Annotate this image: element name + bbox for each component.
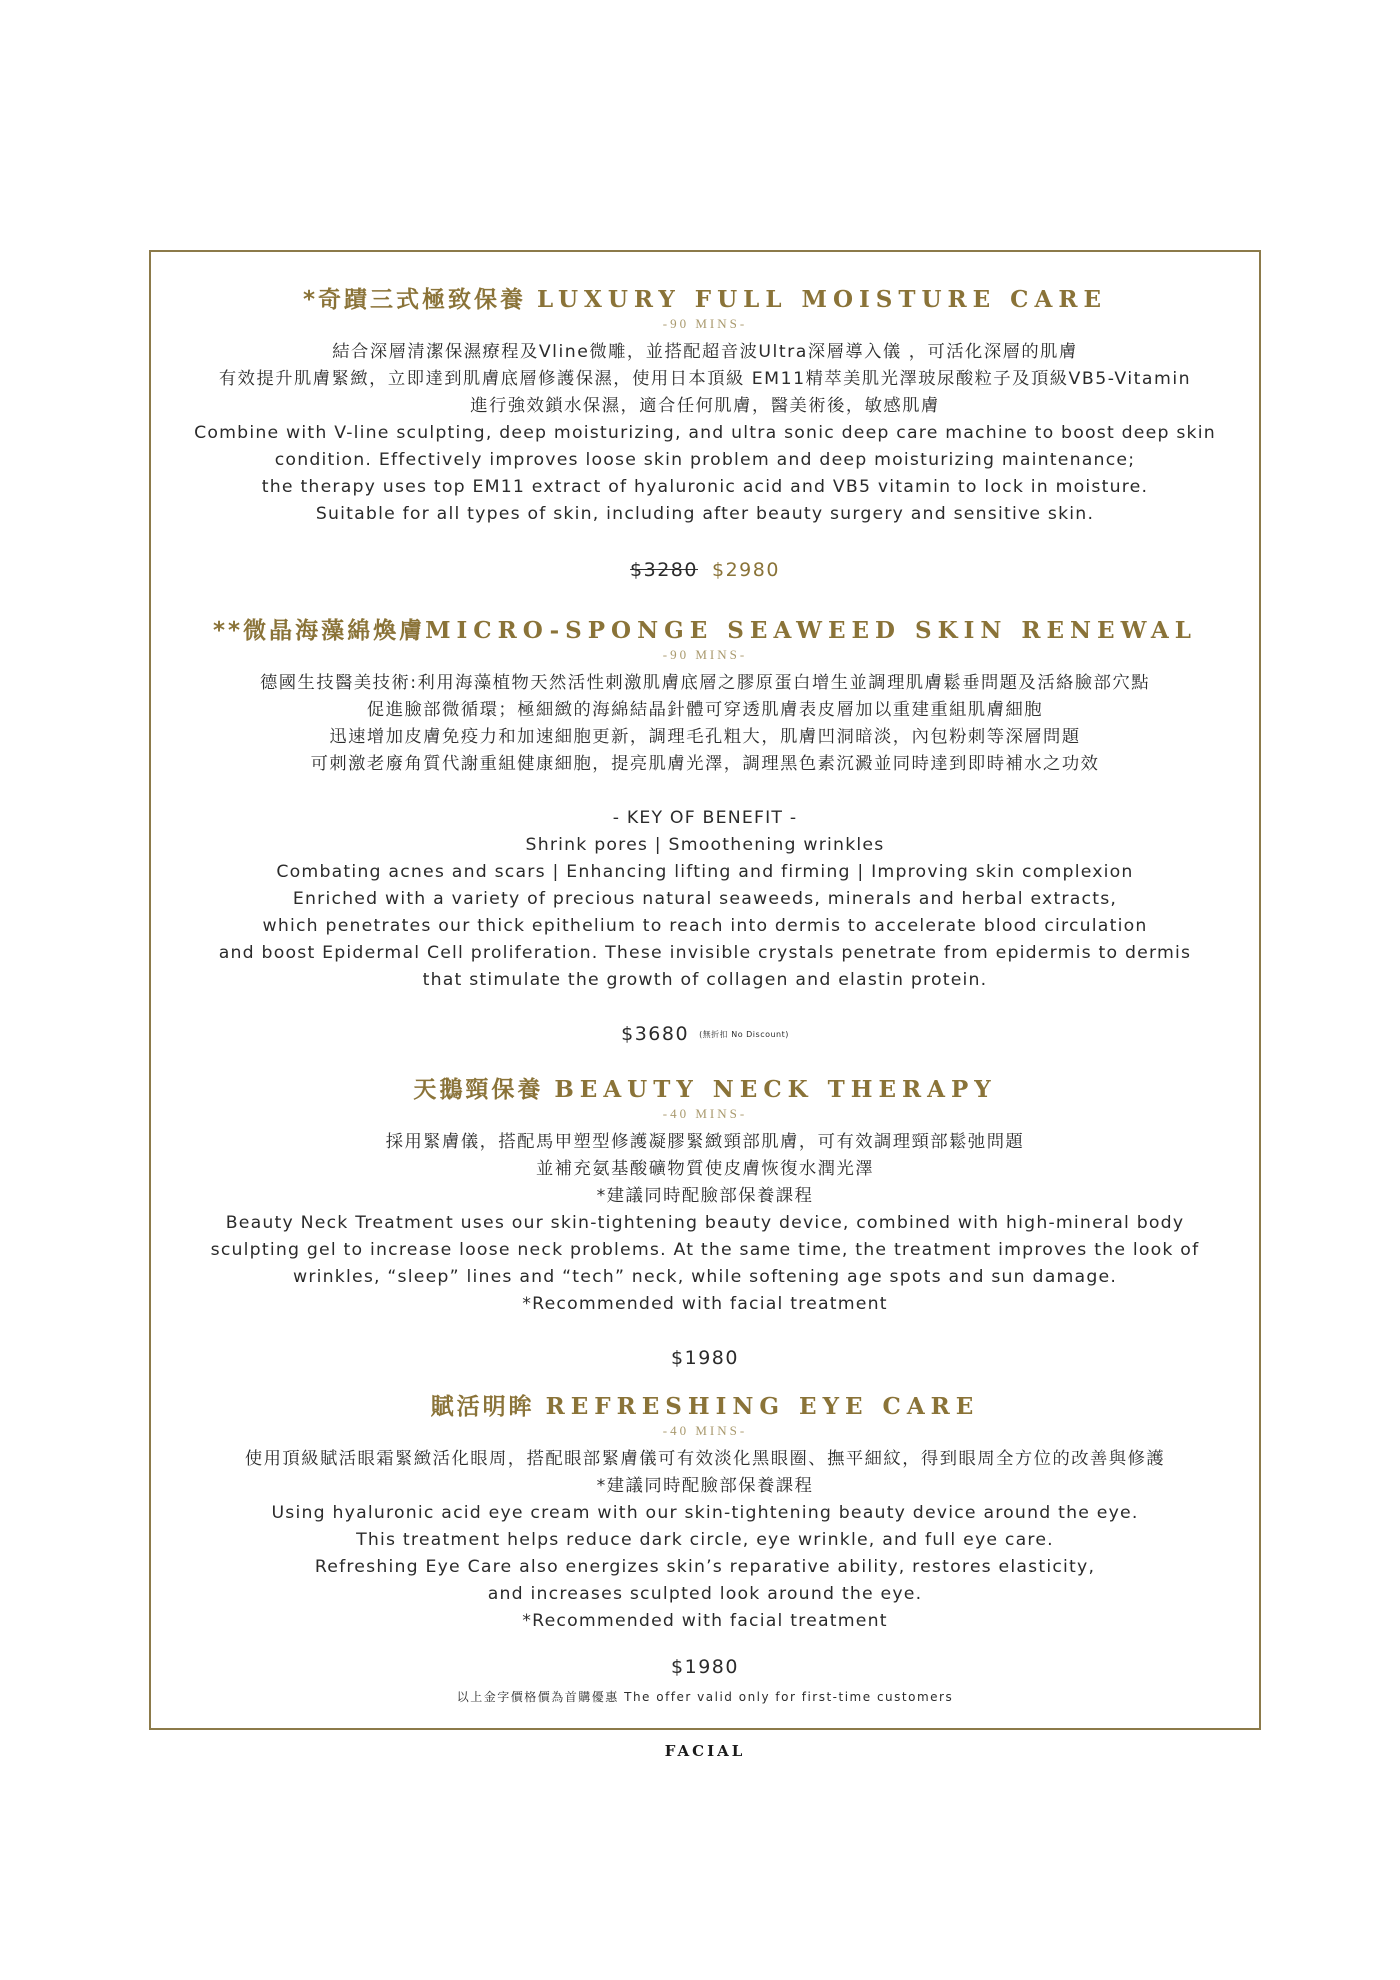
description-line: which penetrates our thick epithelium to reach into dermis to accelerate blood circulation (262, 916, 1148, 936)
price (149, 557, 1261, 584)
price-note: (無折扣 No Discount) (699, 1030, 789, 1039)
original-price: $3280 (630, 559, 698, 581)
treatment-eye-care (149, 1393, 1261, 1707)
treatment-duration: -90 MINS- (662, 647, 748, 662)
description-line: *建議同時配臉部保養課程 (596, 1186, 814, 1206)
description-line: Combating acnes and scars | Enhancing lifting and firming | Improving skin complexion (276, 862, 1134, 882)
description-line: 使用頂級賦活眼霜緊緻活化眼周，搭配眼部緊膚儀可有效淡化黑眼圈、撫平細紋，得到眼周全方位的改善與修護 (244, 1449, 1166, 1469)
description-line: Using hyaluronic acid eye cream with our skin-tightening beauty device around the eye. (271, 1503, 1139, 1523)
treatment-duration: -40 MINS- (662, 1423, 748, 1438)
description-line: *Recommended with facial treatment (522, 1611, 888, 1631)
description-line: Refreshing Eye Care also energizes skin’s reparative ability, restores elasticity, (314, 1557, 1096, 1577)
description-line: 並補充氨基酸礦物質使皮膚恢復水潤光澤 (535, 1159, 875, 1179)
treatment-seaweed-renewal (149, 617, 1261, 1048)
description-line: the therapy uses top EM11 extract of hyaluronic acid and VB5 vitamin to lock in moisture. (261, 477, 1149, 497)
description-line: 採用緊膚儀，搭配馬甲塑型修護凝膠緊緻頸部肌膚，可有效調理頸部鬆弛問題 (385, 1132, 1025, 1152)
treatment-title: **微晶海藻綿煥膚MICRO-SPONGE SEAWEED SKIN RENEWAL (213, 617, 1197, 644)
treatment-luxury-moisture (149, 286, 1261, 584)
description-line: that stimulate the growth of collagen and elastin protein. (422, 970, 988, 990)
description-line: Combine with V-line sculpting, deep moisturizing, and ultra sonic deep care machine to boost deep skin (194, 423, 1216, 443)
footnote: 以上金字價格價為首購優惠 The offer valid only for first-time customers (456, 1690, 954, 1704)
description-line: sculpting gel to increase loose neck problems. At the same time, the treatment improves the look of (210, 1240, 1200, 1260)
description-line: Enriched with a variety of precious natural seaweeds, minerals and herbal extracts, (292, 889, 1118, 909)
description-line: wrinkles, “sleep” lines and “tech” neck, while softening age spots and sun damage. (292, 1267, 1118, 1287)
description-line: Shrink pores | Smoothening wrinkles (525, 835, 885, 855)
description-line: and increases sculpted look around the eye. (487, 1584, 923, 1604)
price: $1980 (671, 1347, 739, 1369)
description-line: 可刺激老廢角質代謝重組健康細胞，提亮肌膚光澤，調理黑色素沉澱並同時達到即時補水之功效 (310, 754, 1100, 774)
description-line: 迅速增加皮膚免疫力和加速細胞更新，調理毛孔粗大，肌膚凹洞暗淡，內包粉刺等深層問題 (329, 727, 1081, 747)
treatment-title: 賦活明眸 REFRESHING EYE CARE (430, 1393, 980, 1420)
description-line: This treatment helps reduce dark circle, eye wrinkle, and full eye care. (356, 1530, 1054, 1550)
treatment-title: *奇蹟三式極致保養 LUXURY FULL MOISTURE CARE (303, 286, 1107, 313)
offer-price: $2980 (712, 559, 780, 581)
description-line: 進行強效鎖水保濕，適合任何肌膚，醫美術後，敏感肌膚 (470, 396, 940, 416)
description-line: 結合深層清潔保濕療程及Vline微雕，並搭配超音波Ultra深層導入儀 ，可活化深層的肌膚 (332, 342, 1078, 362)
benefit-heading: - KEY OF BENEFIT - (612, 808, 798, 828)
description-line: condition. Effectively improves loose skin problem and deep moisturizing maintenance; (274, 450, 1136, 470)
treatment-duration: -40 MINS- (662, 1106, 748, 1121)
price: $3680 (無折扣 No Discount) (621, 1023, 789, 1045)
description-line: Beauty Neck Treatment uses our skin-tightening beauty device, combined with high-mineral body (225, 1213, 1185, 1233)
treatment-neck-therapy (149, 1076, 1261, 1372)
description-line: *建議同時配臉部保養課程 (596, 1476, 814, 1496)
description-line: and boost Epidermal Cell proliferation. These invisible crystals penetrate from epidermis to dermis (218, 943, 1192, 963)
treatment-duration: -90 MINS- (662, 316, 748, 331)
treatment-title: 天鵝頸保養 BEAUTY NECK THERAPY (413, 1076, 997, 1103)
description-line: 有效提升肌膚緊緻，立即達到肌膚底層修護保濕，使用日本頂級 EM11精萃美肌光澤玻尿酸粒子及頂級VB5-Vitamin (218, 369, 1192, 389)
page-label: FACIAL (664, 1742, 746, 1760)
description-line: Suitable for all types of skin, including after beauty surgery and sensitive skin. (315, 504, 1095, 524)
description-line: *Recommended with facial treatment (522, 1294, 888, 1314)
price: $1980 (671, 1656, 739, 1678)
description-line: 德國生技醫美技術:利用海藻植物天然活性刺激肌膚底層之膠原蛋白增生並調理肌膚鬆垂問題及活絡臉部穴點 (259, 673, 1151, 693)
description-line: 促進臉部微循環；極細緻的海綿結晶針體可穿透肌膚表皮層加以重建重組肌膚細胞 (366, 700, 1044, 720)
